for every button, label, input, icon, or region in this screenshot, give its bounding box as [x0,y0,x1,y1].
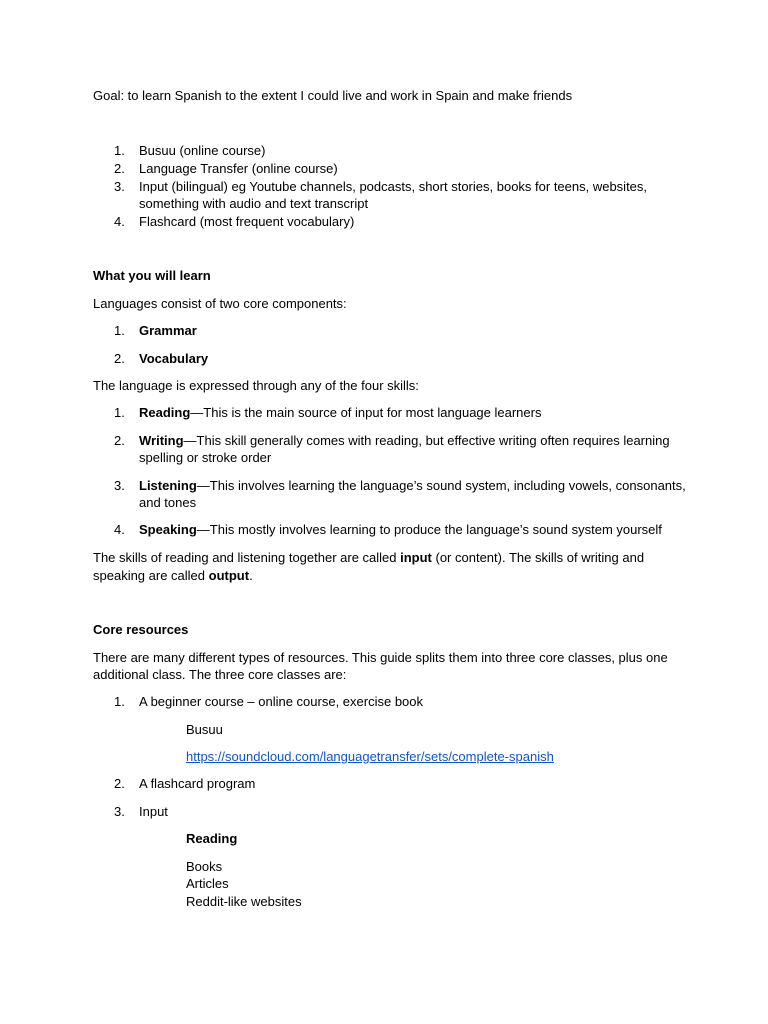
list-number: 2. [114,161,125,176]
input-item-articles: Articles [186,876,229,891]
skills-intro: The language is expressed through any of the four skills: [93,378,419,393]
plan-item-flashcard: Flashcard (most frequent vocabulary) [139,214,355,229]
list-number: 4. [114,214,125,229]
list-number: 3. [114,478,125,493]
input-item-books: Books [186,859,223,874]
list-number: 1. [114,143,125,158]
skill-listening-line2: and tones [139,495,197,510]
section-heading-what-you-will-learn: What you will learn [93,268,211,283]
plan-item-busuu: Busuu (online course) [139,143,266,158]
list-number: 1. [114,323,125,338]
skill-writing: Writing—This skill generally comes with reading, but effective writing often requires learning [139,433,670,448]
components-intro: Languages consist of two core components: [93,296,347,311]
plan-item-input-line1: Input (bilingual) eg Youtube channels, podcasts, short stories, books for teens, websites, [139,179,648,194]
list-number: 1. [114,694,125,709]
skills-summary-line1: The skills of reading and listening together are called input (or content). The skills of writing and [93,550,645,565]
goal-text: Goal: to learn Spanish to the extent I could live and work in Spain and make friends [93,88,573,103]
skill-writing-line2: spelling or stroke order [139,450,272,465]
list-number: 3. [114,804,125,819]
example-busuu: Busuu [186,722,223,737]
list-number: 4. [114,522,125,537]
list-number: 2. [114,351,125,366]
skills-summary-line2: speaking are called output. [93,568,253,583]
plan-item-language-transfer: Language Transfer (online course) [139,161,338,176]
language-transfer-link[interactable]: https://soundcloud.com/languagetransfer/sets/complete-spanish [186,749,554,764]
skill-speaking: Speaking—This mostly involves learning to produce the language’s sound system yourself [139,522,662,537]
resources-intro-line2: additional class. The three core classes are: [93,667,347,682]
resources-intro-line1: There are many different types of resources. This guide splits them into three core classes, plus one [93,650,668,665]
list-number: 2. [114,433,125,448]
skill-listening: Listening—This involves learning the language’s sound system, including vowels, consonants, [139,478,686,493]
input-item-reddit-like-websites: Reddit-like websites [186,894,302,909]
skill-reading: Reading—This is the main source of input for most language learners [139,405,542,420]
component-grammar: Grammar [139,323,197,338]
input-reading-heading: Reading [186,831,238,846]
class-flashcard-program: A flashcard program [139,776,256,791]
class-input: Input [139,804,168,819]
list-number: 3. [114,179,125,194]
section-heading-core-resources: Core resources [93,622,189,637]
list-number: 1. [114,405,125,420]
class-beginner-course: A beginner course – online course, exercise book [139,694,424,709]
list-number: 2. [114,776,125,791]
plan-item-input-line2: something with audio and text transcript [139,196,369,211]
component-vocabulary: Vocabulary [139,351,209,366]
